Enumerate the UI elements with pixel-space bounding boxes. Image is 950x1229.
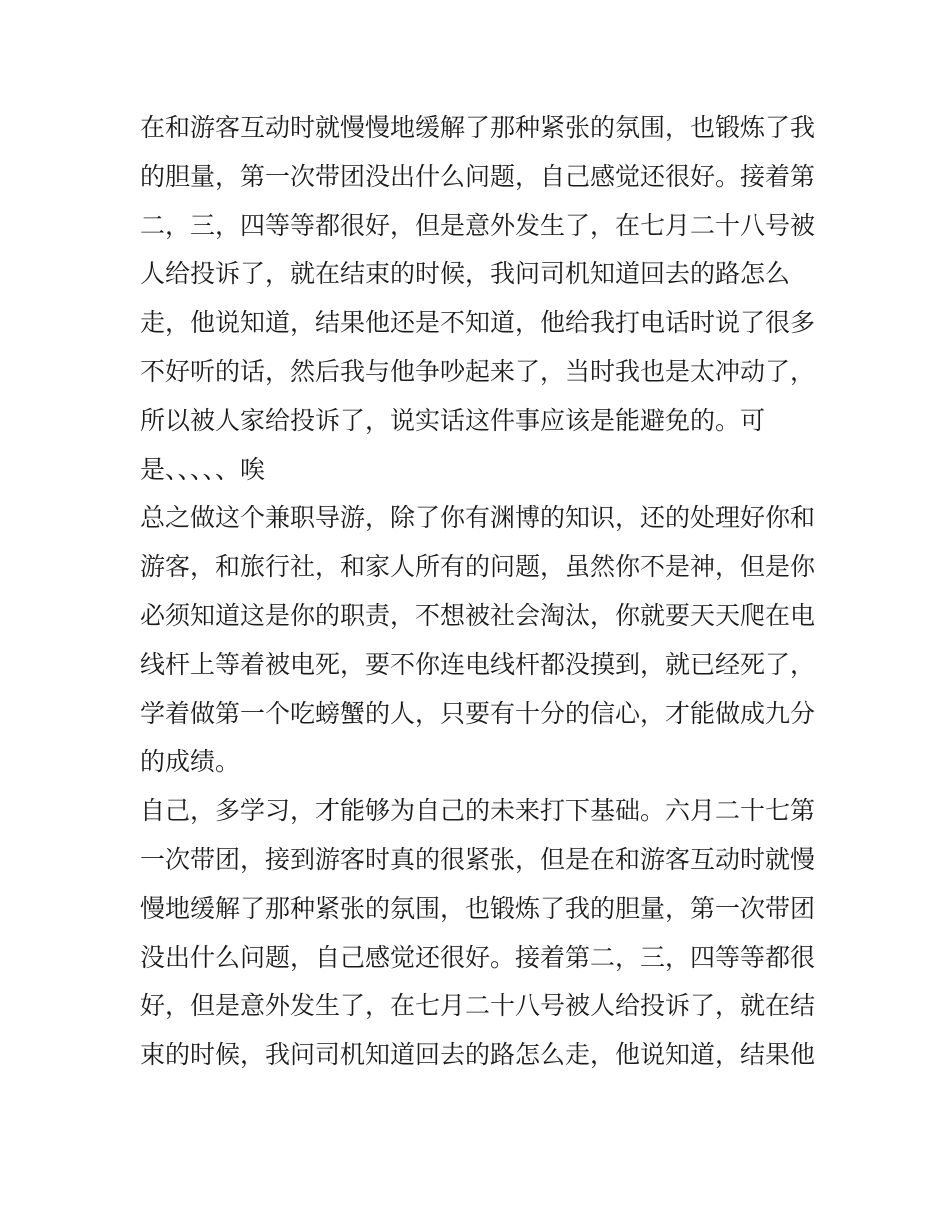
document-body: [140, 104, 820, 1080]
text-line: 一次带团，接到游客时真的很紧张，但是在和游客互动时就慢: [140, 844, 816, 874]
text-line: 走，他说知道，结果他还是不知道，他给我打电话时说了很多: [140, 308, 816, 338]
text-line: 的胆量，第一次带团没出什么问题，自己感觉还很好。接着第: [140, 161, 816, 191]
text-line: 没出什么问题，自己感觉还很好。接着第二，三，四等等都很: [140, 942, 816, 972]
text-line: 自己，多学习，才能够为自己的未来打下基础。六月二十七第: [140, 796, 816, 826]
text-line: 所以被人家给投诉了，说实话这件事应该是能避免的。可: [140, 405, 766, 435]
text-line: 在和游客互动时就慢慢地缓解了那种紧张的氛围，也锻炼了我: [140, 113, 816, 142]
text-line: 线杆上等着被电死，要不你连电线杆都没摸到，就已经死了，: [140, 649, 816, 679]
text-line: 人给投诉了，就在结束的时候，我问司机知道回去的路怎么: [140, 259, 791, 289]
text-line: 是、、、、、唉: [140, 454, 266, 484]
text-line: 束的时候，我问司机知道回去的路怎么走，他说知道，结果他: [140, 1040, 816, 1070]
text-line: 游客，和旅行社，和家人所有的问题，虽然你不是神，但是你: [140, 552, 816, 582]
text-line: 二，三，四等等都很好，但是意外发生了，在七月二十八号被: [140, 210, 816, 240]
text-line: 不好听的话，然后我与他争吵起来了，当时我也是太冲动了，: [140, 356, 816, 386]
text-line: 必须知道这是你的职责，不想被社会淘汰，你就要天天爬在电: [140, 600, 816, 630]
text-line: 学着做第一个吃螃蟹的人，只要有十分的信心，才能做成九分: [140, 698, 816, 728]
text-line: 总之做这个兼职导游，除了你有渊博的知识，还的处理好你和: [140, 503, 816, 533]
text-line: 的成绩。: [140, 747, 241, 777]
text-line: 慢地缓解了那种紧张的氛围，也锻炼了我的胆量，第一次带团: [140, 893, 816, 923]
text-line: 好，但是意外发生了，在七月二十八号被人给投诉了，就在结: [140, 991, 816, 1021]
